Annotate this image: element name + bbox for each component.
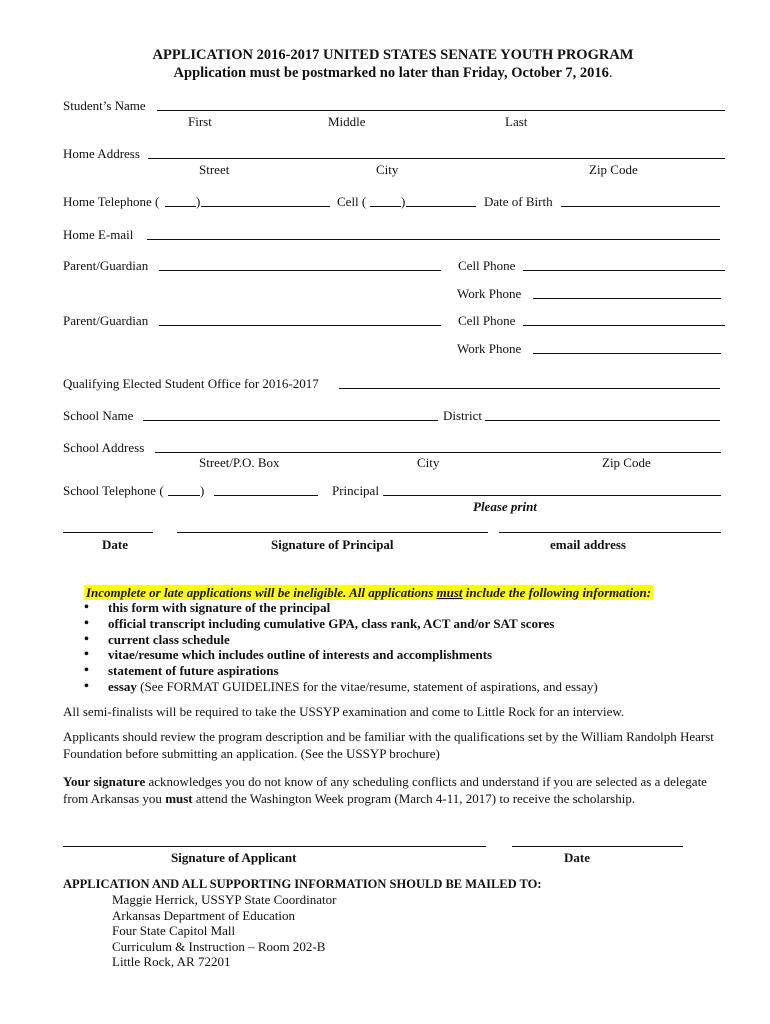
principal-name-field[interactable] [383,495,721,496]
guardian1-work-label: Work Phone [457,286,522,301]
guardian1-work-field[interactable] [533,298,721,299]
school-name-label: School Name [63,408,134,423]
review-paragraph: Applicants should review the program description and be familiar with the qualifications set by the William Randolph Hearst Foundation before submitting an application. (See the USSYP brochure) [63,729,714,761]
home-street-caption: Street [199,162,230,177]
requirements-notice: Incomplete or late applications will be ineligible. All applications must include the following information: [86,585,652,600]
cell-number-field[interactable] [406,206,476,207]
last-name-caption: Last [505,114,528,129]
student-name-field[interactable] [157,110,725,111]
mailing-heading: APPLICATION AND ALL SUPPORTING INFORMATION SHOULD BE MAILED TO: [63,877,542,891]
date-of-birth-label: Date of Birth [484,194,553,209]
address-line: Curriculum & Instruction – Room 202-B [112,938,326,954]
semifinalist-paragraph: All semi-finalists will be required to take the USSYP examination and come to Little Rock for an interview. [63,704,625,719]
school-address-label: School Address [63,440,145,455]
student-office-label: Qualifying Elected Student Office for 2016-2017 [63,376,319,391]
guardian2-cell-field[interactable] [523,325,725,326]
guardian1-cell-field[interactable] [523,270,725,271]
form-title: APPLICATION 2016-2017 UNITED STATES SENATE YOUTH PROGRAM [152,47,634,63]
school-street-caption: Street/P.O. Box [199,455,280,470]
guardian2-work-label: Work Phone [457,341,522,356]
requirement-item-essay: • essay (See FORMAT GUIDELINES for the vitae/resume, statement of aspirations, and essay) [82,679,598,695]
guardian2-work-field[interactable] [533,353,721,354]
home-address-label: Home Address [63,146,140,161]
home-telephone-paren: ) [196,194,201,209]
school-telephone-paren: ) [200,483,205,498]
applicant-signature-caption: Signature of Applicant [171,850,297,865]
home-telephone-label: Home Telephone ( [63,194,160,209]
school-telephone-field[interactable] [214,495,318,496]
guardian1-label: Parent/Guardian [63,258,149,273]
guardian2-cell-label: Cell Phone [458,313,516,328]
address-line: Arkansas Department of Education [112,907,296,923]
school-address-field[interactable] [155,452,721,453]
principal-date-caption: Date [102,537,128,552]
guardian2-name-field[interactable] [159,325,441,326]
guardian2-label: Parent/Guardian [63,313,149,328]
home-email-field[interactable] [147,239,720,240]
home-city-caption: City [376,162,399,177]
cell-label: Cell ( [337,194,367,209]
school-telephone-label: School Telephone ( [63,483,164,498]
student-office-field[interactable] [339,388,720,389]
requirement-item: • current class schedule [82,632,598,648]
date-of-birth-field[interactable] [561,206,720,207]
school-name-field[interactable] [143,420,438,421]
home-zip-caption: Zip Code [589,162,638,177]
applicant-date-caption: Date [564,850,590,865]
school-city-caption: City [417,455,440,470]
address-line: Maggie Herrick, USSYP State Coordinator [112,892,337,907]
school-zip-caption: Zip Code [602,455,651,470]
signature-paragraph: Your signature acknowledges you do not know of any scheduling conflicts and understand if you are selected as a delegate from Arkansas you must attend the Washington Week program (March 4-11, 2017) to receive the scholarship. [63,774,707,806]
school-area-code-field[interactable] [168,495,200,496]
cell-paren: ) [401,194,406,209]
requirements-list [82,600,598,695]
principal-date-field[interactable] [63,532,153,533]
principal-label: Principal [332,483,379,498]
guardian1-cell-label: Cell Phone [458,258,516,273]
guardian1-name-field[interactable] [159,270,441,271]
requirement-item: • this form with signature of the principal [82,600,598,616]
principal-email-caption: email address [550,537,626,552]
applicant-date-field[interactable] [512,846,683,847]
principal-email-field[interactable] [499,532,721,533]
home-area-code-field[interactable] [165,206,196,207]
requirement-item: • official transcript including cumulative GPA, class rank, ACT and/or SAT scores [82,616,598,632]
district-label: District [443,408,482,423]
home-address-field[interactable] [148,158,725,159]
middle-name-caption: Middle [328,114,366,129]
student-name-label: Student’s Name [63,98,146,113]
address-line: Four State Capitol Mall [112,923,236,939]
applicant-signature-field[interactable] [63,846,486,847]
principal-signature-caption: Signature of Principal [271,537,394,552]
mailing-address [112,892,336,970]
address-line: Little Rock, AR 72201 [112,954,231,970]
postmark-deadline: Application must be postmarked no later than Friday, October 7, 2016. [173,65,613,81]
requirement-item: • statement of future aspirations [82,663,598,679]
home-email-label: Home E-mail [63,227,134,242]
district-field[interactable] [485,420,720,421]
first-name-caption: First [188,114,212,129]
requirement-item: • vitae/resume which includes outline of interests and accomplishments [82,647,598,663]
cell-area-code-field[interactable] [370,206,401,207]
principal-signature-field[interactable] [177,532,488,533]
home-telephone-field[interactable] [201,206,330,207]
please-print-note: Please print [473,499,537,514]
